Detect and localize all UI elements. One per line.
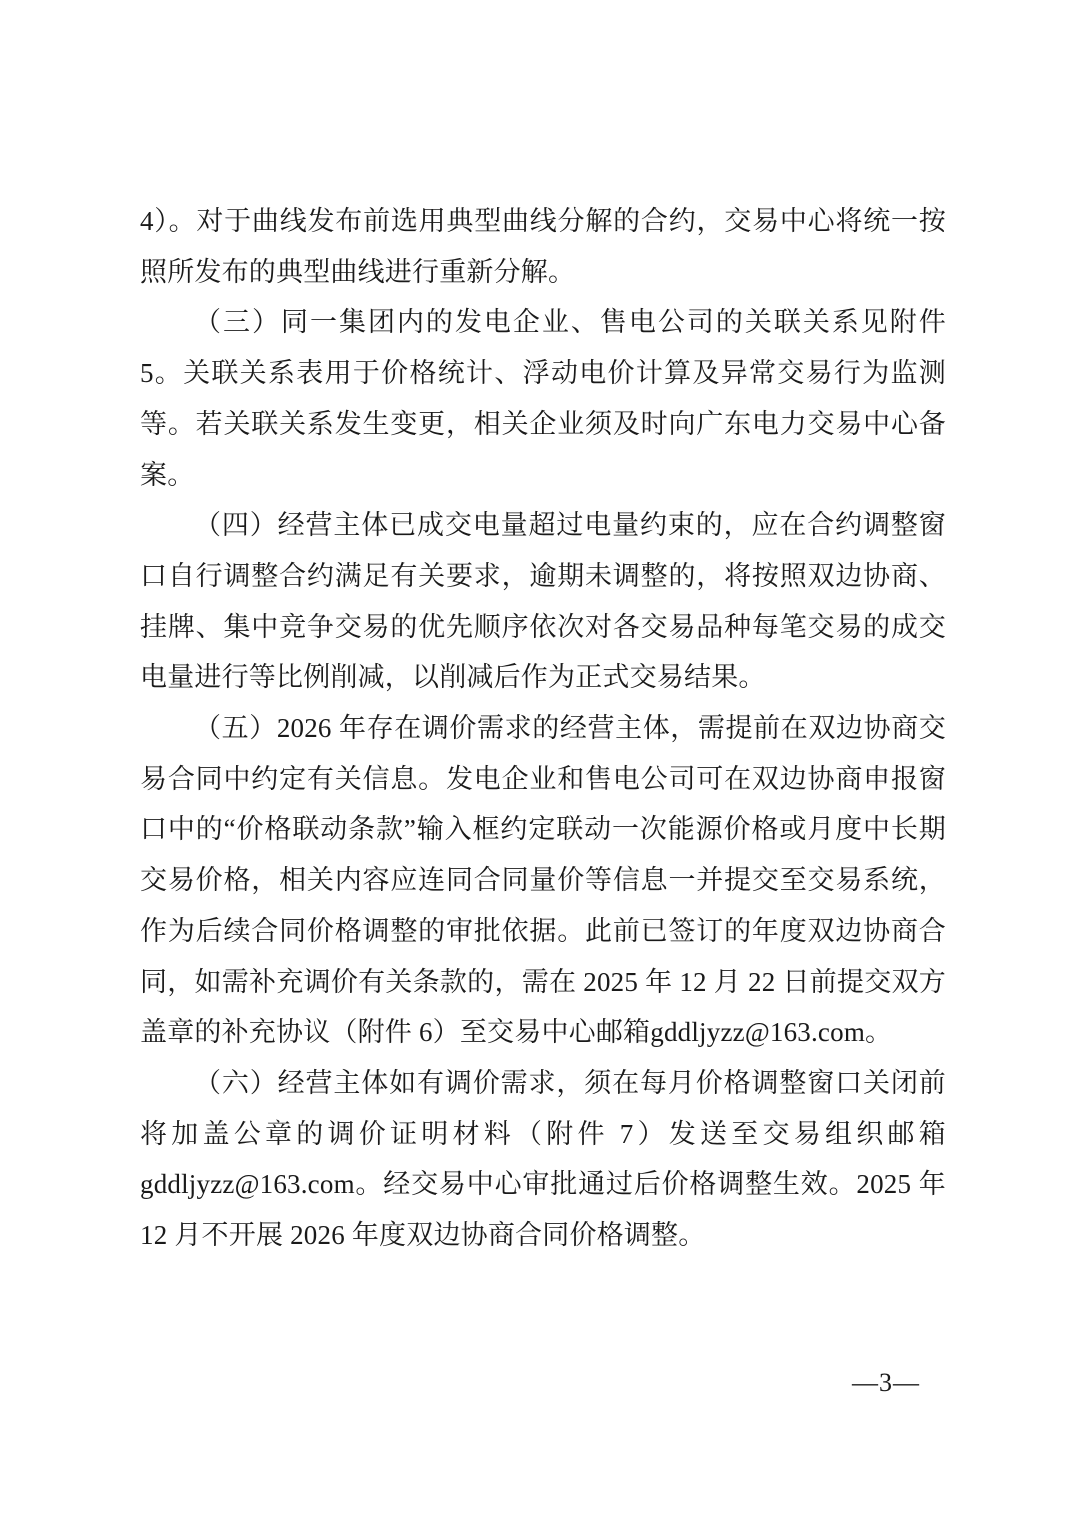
document-body (140, 196, 946, 1261)
paragraph: （三）同一集团内的发电企业、售电公司的关联关系见附件 5。关联关系表用于价格统计、浮动电价计算及异常交易行为监测等。若关联关系发生变更，相关企业须及时向广东电力交易中心备案。 (140, 307, 946, 490)
paragraph: （六）经营主体如有调价需求，须在每月价格调整窗口关闭前将加盖公章的调价证明材料（附件 7）发送至交易组织邮箱gddljyzz@163.com。经交易中心审批通过后价格调整生效。2025 年 12 月不开展 2026 年度双边协商合同价格调整。 (140, 1067, 946, 1251)
paragraph: 4）。对于曲线发布前选用典型曲线分解的合约，交易中心将统一按照所发布的典型曲线进行重新分解。 (140, 206, 946, 287)
page-number: —3— (852, 1368, 920, 1397)
paragraph: （四）经营主体已成交电量超过电量约束的，应在合约调整窗口自行调整合约满足有关要求，逾期未调整的，将按照双边协商、挂牌、集中竞争交易的优先顺序依次对各交易品种每笔交易的成交电量进行等比例削减，以削减后作为正式交易结果。 (140, 510, 946, 693)
paragraph: （五）2026 年存在调价需求的经营主体，需提前在双边协商交易合同中约定有关信息。发电企业和售电公司可在双边协商申报窗口中的“价格联动条款”输入框约定联动一次能源价格或月度中长期交易价格，相关内容应连同合同量价等信息一并提交至交易系统，作为后续合同价格调整的审批依据。此前已签订的年度双边协商合同，如需补充调价有关条款的，需在 2025 年 12 月 22 日前提交双方盖章的补充协议（附件 6）至交易中心邮箱gddljyzz@163.com。 (140, 713, 946, 1048)
